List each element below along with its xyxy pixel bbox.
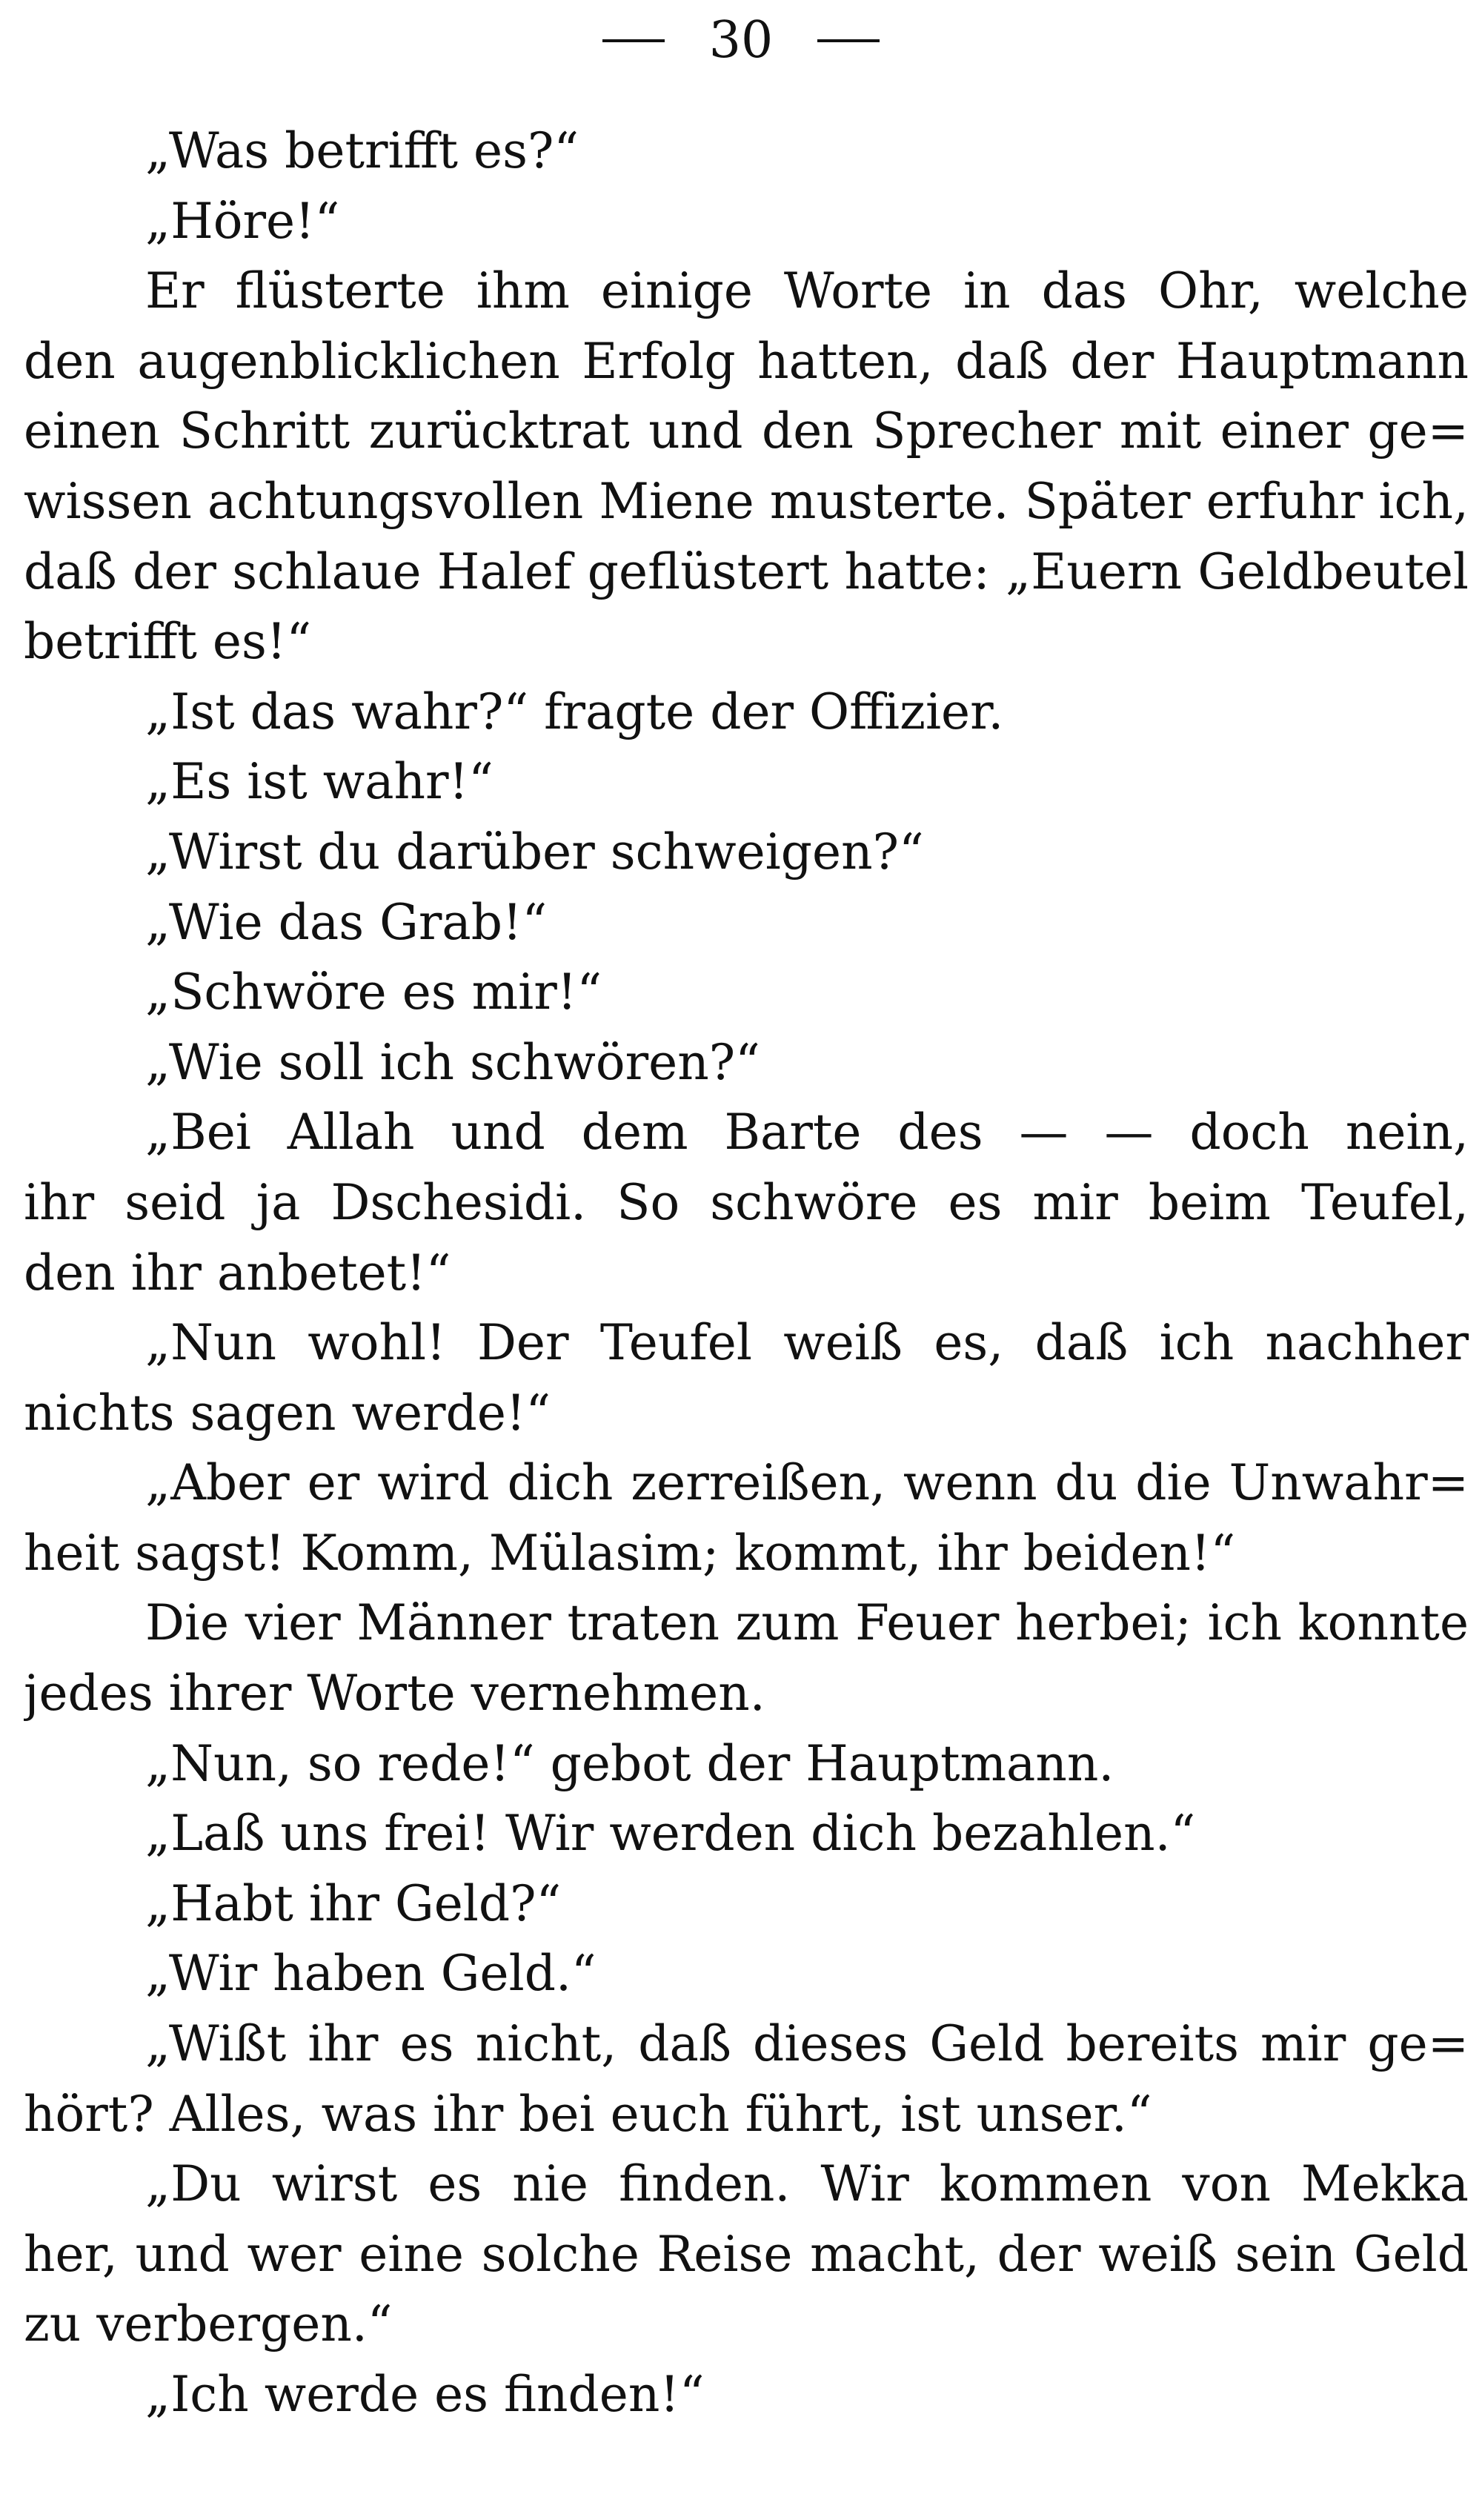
text-line: „Laß uns frei! Wir werden dich bezahlen.“ — [145, 1805, 1196, 1863]
text-line: „Was betrifft es?“ — [145, 122, 579, 179]
text-line: „Ich werde es finden!“ — [145, 2366, 705, 2423]
text-line: betrifft es!“ — [24, 613, 312, 671]
text-line: daß der schlaue Halef geflüstert hatte: „Euern Geldbeutel — [24, 543, 1469, 600]
text-line: den ihr anbetet!“ — [24, 1244, 451, 1302]
text-line: heit sagst! Komm, Mülasim; kommt, ihr beiden!“ — [24, 1524, 1236, 1582]
text-line: zu verbergen.“ — [24, 2295, 393, 2353]
text-line: „Bei Allah und dem Barte des — — doch nein, — [145, 1104, 1469, 1161]
text-line: „Schwöre es mir!“ — [145, 964, 602, 1021]
text-line: her, und wer eine solche Reise macht, der weiß sein Geld — [24, 2225, 1469, 2283]
text-line: jedes ihrer Worte vernehmen. — [24, 1665, 765, 1722]
text-line: „Wirst du darüber schweigen?“ — [145, 823, 924, 881]
text-line: hört? Alles, was ihr bei euch führt, ist unser.“ — [24, 2085, 1152, 2143]
text-line: „Aber er wird dich zerreißen, wenn du die Unwahr= — [145, 1454, 1469, 1512]
text-line: „Wir haben Geld.“ — [145, 1945, 597, 2003]
text-line: „Nun, so rede!“ gebot der Hauptmann. — [145, 1734, 1114, 1792]
text-line: den augenblicklichen Erfolg hatten, daß der Hauptmann — [24, 332, 1469, 390]
text-line: Er flüsterte ihm einige Worte in das Ohr, welche — [145, 262, 1469, 320]
text-line: „Du wirst es nie finden. Wir kommen von Mekka — [145, 2155, 1469, 2213]
text-line: „Wie soll ich schwören?“ — [145, 1033, 760, 1091]
text-line: ihr seid ja Dschesidi. So schwöre es mir beim Teufel, — [24, 1173, 1469, 1231]
body-text — [24, 116, 1469, 2430]
text-line: „Höre!“ — [145, 192, 340, 250]
text-line: Die vier Männer traten zum Feuer herbei; ich konnte — [145, 1594, 1469, 1652]
text-line: „Wie das Grab!“ — [145, 893, 548, 951]
text-line: „Nun wohl! Der Teufel weiß es, daß ich nachher — [145, 1314, 1469, 1372]
header-dash-right — [817, 39, 880, 42]
text-line: „Ist das wahr?“ fragte der Offizier. — [145, 683, 1004, 740]
page-number: 30 — [708, 11, 774, 70]
text-line: „Habt ihr Geld?“ — [145, 1874, 562, 1932]
text-line: einen Schritt zurücktrat und den Sprecher mit einer ge= — [24, 402, 1469, 460]
text-line: nichts sagen werde!“ — [24, 1384, 551, 1442]
text-line: wissen achtungsvollen Miene musterte. Später erfuhr ich, — [24, 472, 1469, 530]
page-header — [0, 7, 1482, 74]
header-dash-left — [602, 39, 665, 42]
text-line: „Es ist wahr!“ — [145, 753, 494, 811]
text-line: „Wißt ihr es nicht, daß dieses Geld bereits mir ge= — [145, 2015, 1469, 2073]
